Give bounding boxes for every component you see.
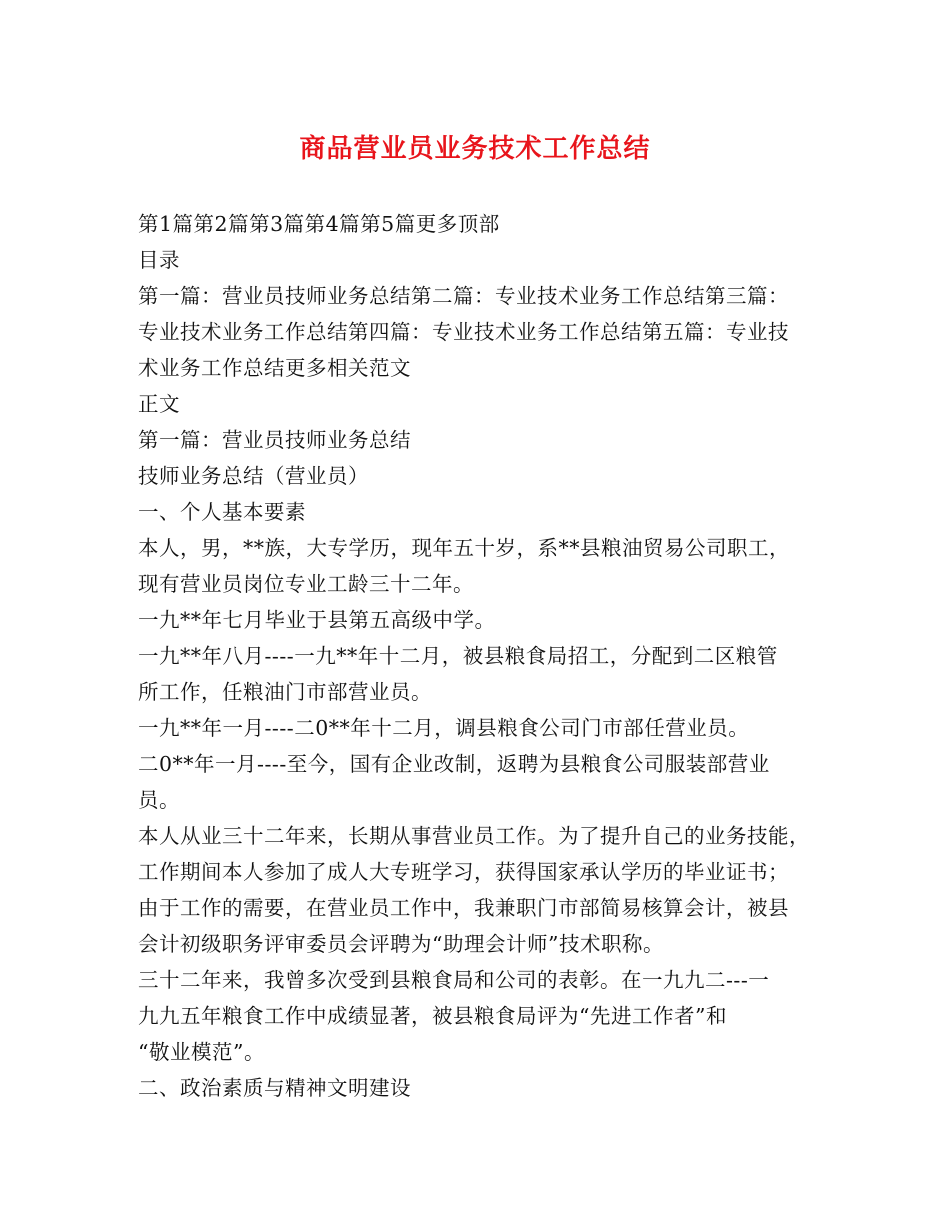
paragraph-line: 一九**年八月----一九**年十二月，被县粮食局招工，分配到二区粮管 xyxy=(138,644,778,668)
toc-entry: 术业务工作总结更多相关范文 xyxy=(138,356,411,380)
paragraph-line: 三十二年来，我曾多次受到县粮食局和公司的表彰。在一九九二---一 xyxy=(138,968,770,992)
section-heading: 二、政治素质与精神文明建设 xyxy=(138,1076,411,1100)
document-body xyxy=(138,206,814,1106)
paragraph-line: 本人从业三十二年来，长期从事营业员工作。为了提升自己的业务技能， xyxy=(138,824,810,848)
paragraph-line: 一九**年一月----二0**年十二月，调县粮食公司门市部任营业员。 xyxy=(138,716,750,740)
article-subtitle: 技师业务总结（营业员） xyxy=(138,464,369,488)
paragraph-line: 现有营业员岗位专业工龄三十二年。 xyxy=(138,572,474,596)
body-heading: 正文 xyxy=(138,392,180,416)
paragraph-line: 一九**年七月毕业于县第五高级中学。 xyxy=(138,608,496,632)
section-nav: 第1篇第2篇第3篇第4篇第5篇更多顶部 xyxy=(138,212,500,236)
paragraph-line: 本人，男，**族，大专学历，现年五十岁，系**县粮油贸易公司职工， xyxy=(138,536,790,560)
paragraph-line: 二0**年一月----至今，国有企业改制，返聘为县粮食公司服装部营业 xyxy=(138,752,770,776)
paragraph-line: 由于工作的需要，在营业员工作中，我兼职门市部简易核算会计，被县 xyxy=(138,896,789,920)
section-heading: 一、个人基本要素 xyxy=(138,500,306,524)
paragraph-line: 员。 xyxy=(138,788,180,812)
paragraph-line: “敬业模范”。 xyxy=(138,1040,265,1064)
toc-entry: 专业技术业务工作总结第四篇：专业技术业务工作总结第五篇：专业技 xyxy=(138,320,789,344)
toc-entry: 第一篇：营业员技师业务总结第二篇：专业技术业务工作总结第三篇： xyxy=(138,284,789,308)
paragraph-line: 所工作，任粮油门市部营业员。 xyxy=(138,680,432,704)
document-title: 商品营业员业务技术工作总结 xyxy=(299,134,651,164)
toc-heading: 目录 xyxy=(138,248,180,272)
paragraph-line: 工作期间本人参加了成人大专班学习，获得国家承认学历的毕业证书； xyxy=(138,860,789,884)
article-title: 第一篇：营业员技师业务总结 xyxy=(138,428,411,452)
paragraph-line: 九九五年粮食工作中成绩显著，被县粮食局评为“先进工作者”和 xyxy=(138,1004,727,1028)
paragraph-line: 会计初级职务评审委员会评聘为“助理会计师”技术职称。 xyxy=(138,932,664,956)
